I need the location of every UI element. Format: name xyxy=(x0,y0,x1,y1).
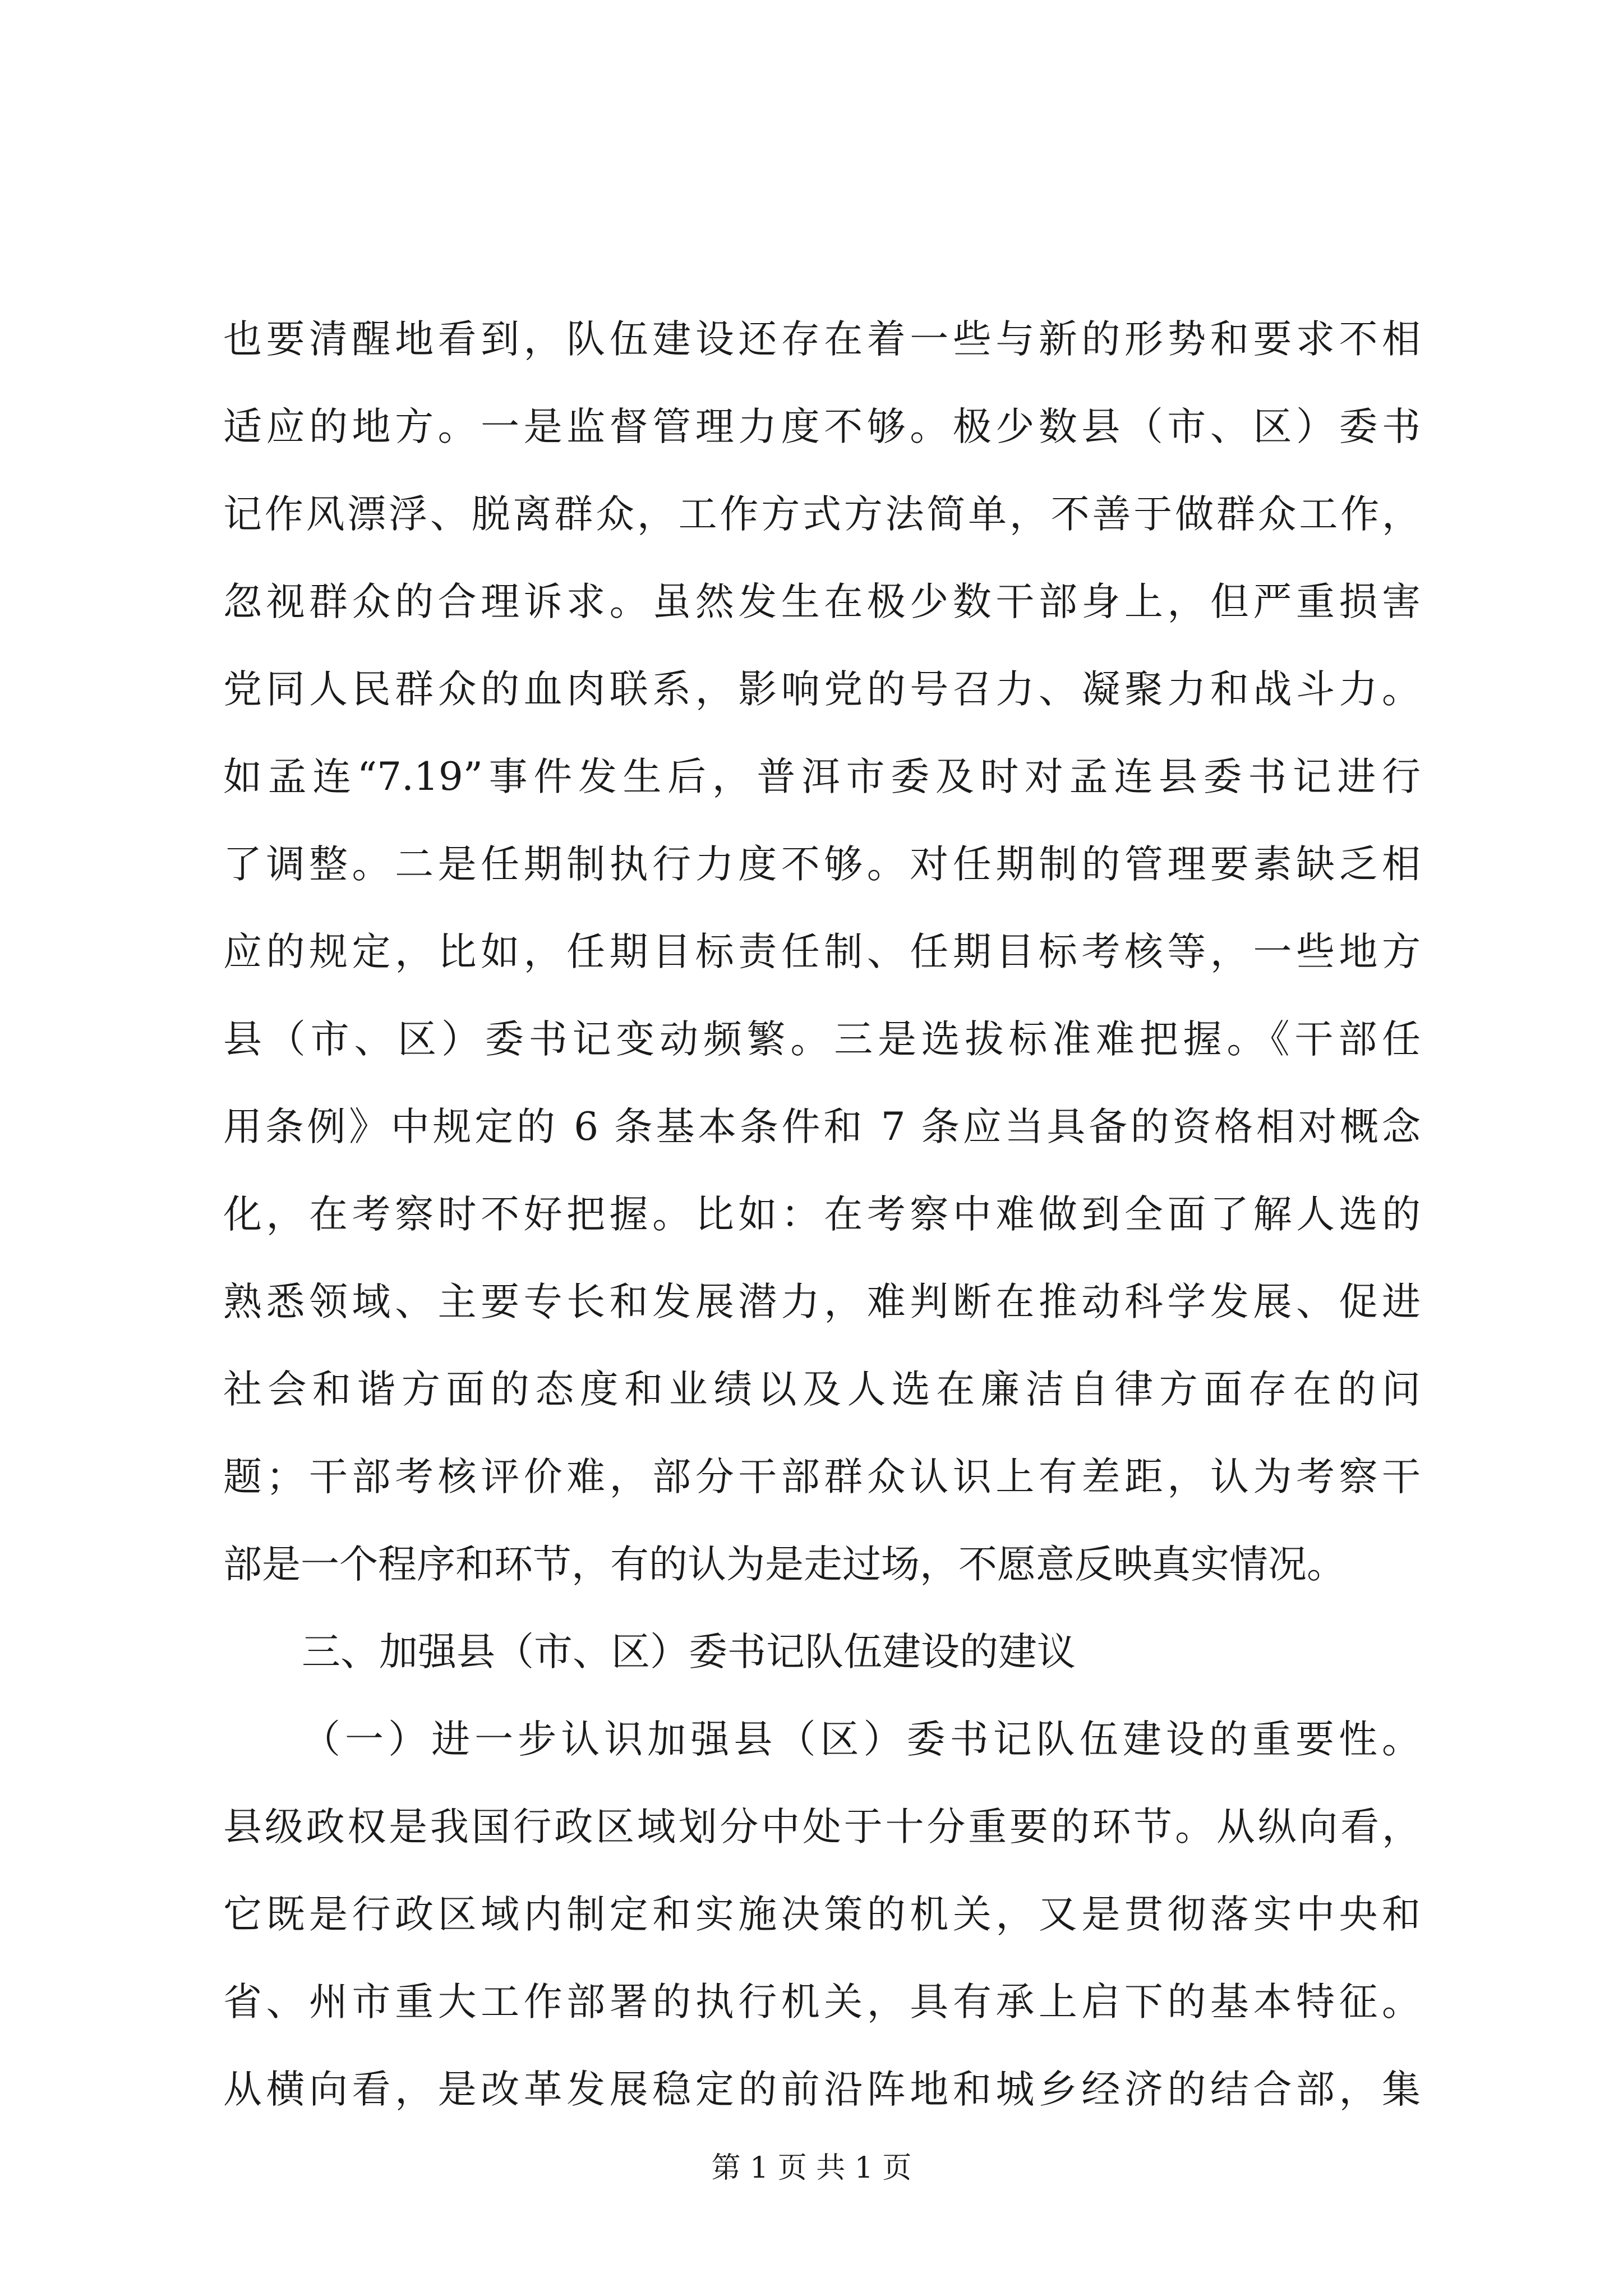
body-line: 了调整。二是任期制执行力度不够。对任期制的管理要素缺乏相 xyxy=(223,842,1421,887)
body-line: 党同人民群众的血肉联系，影响党的号召力、凝聚力和战斗力。 xyxy=(223,667,1421,712)
body-line: 题；干部考核评价难，部分干部群众认识上有差距，认为考察干 xyxy=(223,1455,1421,1499)
body-line: 县（市、区）委书记变动频繁。三是选拔标准难把握。《干部任 xyxy=(223,1017,1421,1062)
body-line: 适应的地方。一是监督管理力度不够。极少数县（市、区）委书 xyxy=(223,404,1421,449)
body-line: 县级政权是我国行政区域划分中处于十分重要的环节。从纵向看， xyxy=(223,1805,1421,1849)
body-line: 熟悉领域、主要专长和发展潜力，难判断在推动科学发展、促进 xyxy=(223,1280,1421,1324)
subsection-heading-line: （一）进一步认识加强县（区）委书记队伍建设的重要性。 xyxy=(302,1717,1421,1762)
body-line: 用条例》中规定的 6 条基本条件和 7 条应当具备的资格相对概念 xyxy=(223,1105,1421,1149)
document-body xyxy=(223,296,1421,2133)
body-line: 社会和谐方面的态度和业绩以及人选在廉洁自律方面存在的问 xyxy=(223,1367,1421,1412)
body-line: 忽视群众的合理诉求。虽然发生在极少数干部身上，但严重损害 xyxy=(223,579,1421,624)
body-line: 它既是行政区域内制定和实施决策的机关，又是贯彻落实中央和 xyxy=(223,1892,1421,1937)
body-line: 记作风漂浮、脱离群众，工作方式方法简单，不善于做群众工作， xyxy=(223,492,1421,537)
body-line: 省、州市重大工作部署的执行机关，具有承上启下的基本特征。 xyxy=(223,1980,1421,2024)
body-line: 部是一个程序和环节，有的认为是走过场，不愿意反映真实情况。 xyxy=(223,1542,1345,1587)
page-number-footer: 第 1 页 共 1 页 xyxy=(711,2151,912,2185)
body-line: 从横向看，是改革发展稳定的前沿阵地和城乡经济的结合部，集 xyxy=(223,2067,1421,2112)
body-line: 化，在考察时不好把握。比如：在考察中难做到全面了解人选的 xyxy=(223,1192,1421,1237)
body-line: 应的规定，比如，任期目标责任制、任期目标考核等，一些地方 xyxy=(223,930,1421,974)
body-line: 也要清醒地看到，队伍建设还存在着一些与新的形势和要求不相 xyxy=(223,317,1421,362)
body-line: 如孟连“7.19”事件发生后，普洱市委及时对孟连县委书记进行 xyxy=(223,754,1421,799)
section-heading: 三、加强县（市、区）委书记队伍建设的建议 xyxy=(302,1630,1076,1674)
